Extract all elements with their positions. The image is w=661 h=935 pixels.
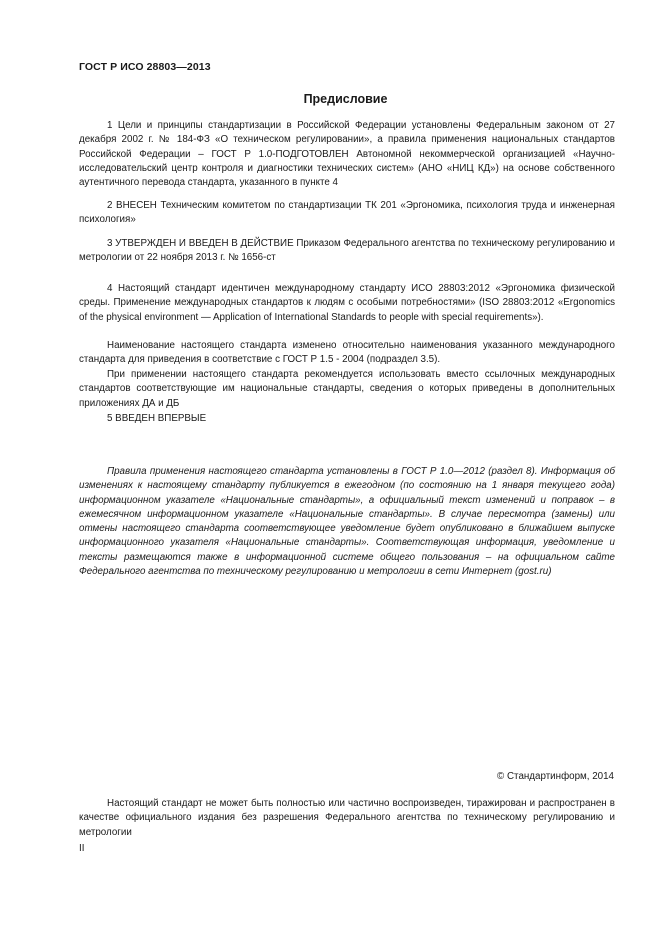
- paragraph-4-name-note-text: Наименование настоящего стандарта изменено относительно наименования указанного международного стандарта для приведения в соответствие с ГОСТ Р 1.5 - 2004 (подраздел 3.5).: [79, 340, 615, 366]
- application-rules-note-text: Правила применения настоящего стандарта установлены в ГОСТ Р 1.0—2012 (раздел 8). Информация об изменениях к настоящему стандарту публикуется в ежегодном (по состоянию на 1 января текущего года) информационном указателе «Национальные стандарты», а официальный текст изменений и поправок – в ежемесячном информационном указателе «Национальные стандарты». В случае пересмотра (замены) или отмены настоящего стандарта соответствующее уведомление будет опубликовано в ближайшем выпуске информационного указателя «Национальные стандарты». Соответствующая информация, уведомление и тексты размещаются также в информационной системе общего пользования – на официальном сайте Федерального агентства по техническому регулированию и метрологии в сети Интернет (gost.ru): [79, 466, 615, 578]
- application-rules-note: [79, 465, 615, 579]
- paragraph-4-text: 4 Настоящий стандарт идентичен международному стандарту ИСО 28803:2012 «Эргономика физической среды. Применение международных стандартов к людям с особыми потребностями» (ISO 28803:2012 «Ergonomics of the physical environment — Application of International Standards to people with special requirements»).: [79, 283, 615, 323]
- paragraph-5: [79, 412, 615, 426]
- paragraph-4-refs-note: [79, 368, 615, 411]
- paragraph-2-text: 2 ВНЕСЕН Техническим комитетом по стандартизации ТК 201 «Эргономика, психология труда и инженерная психология»: [79, 200, 615, 226]
- paragraph-4: [79, 282, 615, 325]
- paragraph-3: [79, 237, 615, 266]
- reproduction-notice-text: Настоящий стандарт не может быть полностью или частично воспроизведен, тиражирован и распространен в качестве официального издания без разрешения Федерального агентства по техническому регулированию и метрологии: [79, 798, 615, 838]
- paragraph-4-refs-note-text: При применении настоящего стандарта рекомендуется использовать вместо ссылочных международных стандартов соответствующие им национальные стандарты, сведения о которых приведены в дополнительных приложениях ДА и ДБ: [79, 369, 615, 409]
- paragraph-3-text: 3 УТВЕРЖДЕН И ВВЕДЕН В ДЕЙСТВИЕ Приказом Федерального агентства по техническому регулированию и метрологии от 22 ноября 2013 г. № 1656-ст: [79, 238, 615, 264]
- paragraph-1-text: 1 Цели и принципы стандартизации в Российской Федерации установлены Федеральным законом от 27 декабря 2002 г. № 184-ФЗ «О техническом регулировании», а правила применения национальных стандартов Российской Федерации – ГОСТ Р 1.0-ПОДГОТОВЛЕН Автономной некоммерческой организацией «Научно-исследовательский центр контроля и диагностики технических систем» (АНО «НИЦ КД») на основе собственного аутентичного перевода стандарта, указанного в пункте 4: [79, 120, 615, 189]
- reproduction-notice: [79, 797, 615, 840]
- document-code-header: ГОСТ Р ИСО 28803—2013: [79, 61, 211, 73]
- paragraph-1: [79, 119, 615, 190]
- paragraph-5-text: 5 ВВЕДЕН ВПЕРВЫЕ: [107, 413, 207, 424]
- page-number: II: [79, 843, 85, 854]
- section-title-text: Предисловие: [303, 92, 388, 106]
- paragraph-2: [79, 199, 615, 228]
- paragraph-4-name-note: [79, 339, 615, 368]
- section-title: [0, 92, 661, 106]
- copyright: © Стандартинформ, 2014: [497, 771, 614, 782]
